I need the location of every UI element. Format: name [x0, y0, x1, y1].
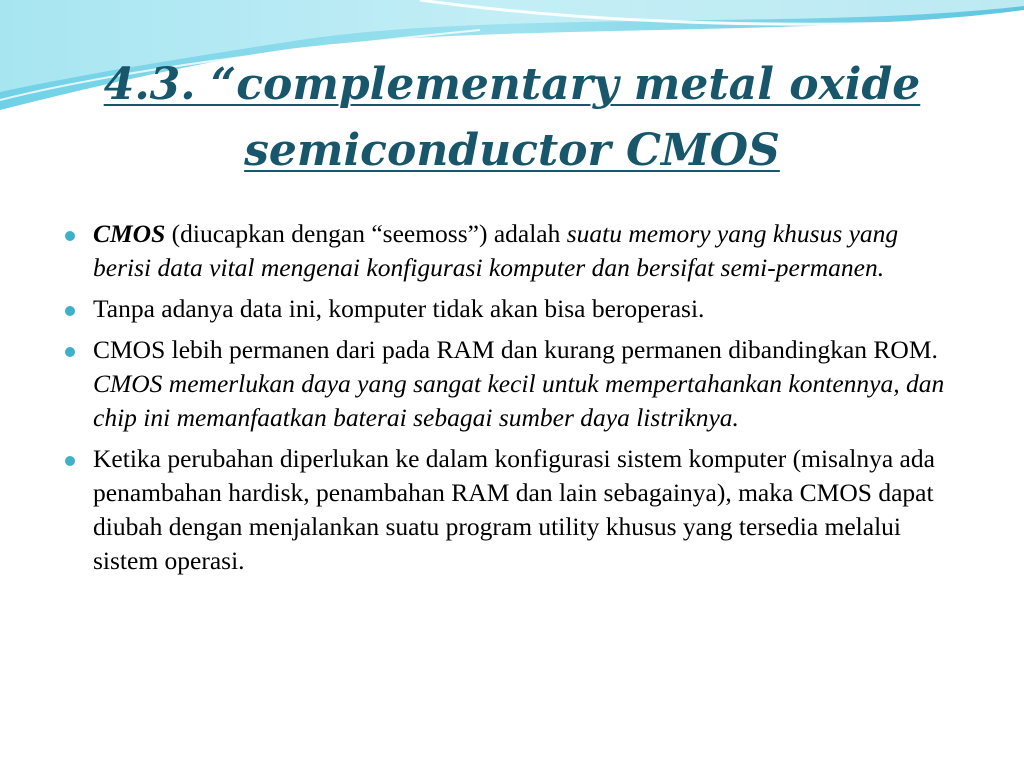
bullet-item-configuration-change — [62, 442, 962, 578]
bullet-text: (diucapkan dengan “seemoss”) adalah — [165, 219, 567, 248]
slide-title — [0, 52, 1024, 184]
bullet-italic-text: CMOS memerlukan daya yang sangat kecil untuk mempertahankan kontennya, dan chip ini memanfaatkan baterai sebagai sumber daya listriknya. — [93, 369, 945, 432]
bullet-dot-icon — [65, 231, 75, 241]
bullet-text: Tanpa adanya data ini, komputer tidak akan bisa beroperasi. — [93, 294, 705, 323]
bullet-text: Ketika perubahan diperlukan ke dalam konfigurasi sistem komputer (misalnya ada penambahan hardisk, penambahan RAM dan lain sebagainya), maka CMOS dapat diubah dengan menjalankan suatu program utility khusus yang tersedia melalui sistem operasi. — [93, 444, 935, 575]
bullet-item-cmos-permanence — [62, 333, 962, 435]
bullet-item-cmos-definition — [62, 217, 962, 285]
slide-title-line-2: semiconductor CMOS — [244, 125, 780, 176]
bullet-italic-text: suatu memory yang khusus yang berisi data vital mengenai konfigurasi komputer dan bersifat semi-permanen. — [93, 219, 899, 282]
bullet-dot-icon — [65, 306, 75, 316]
bullet-dot-icon — [65, 347, 75, 357]
bullet-term: CMOS — [93, 219, 166, 248]
bullet-list — [62, 217, 962, 585]
bullet-dot-icon — [65, 456, 75, 466]
bullet-item-without-data — [62, 292, 962, 326]
slide-title-line-1: 4.3. “complementary metal oxide — [103, 59, 921, 110]
bullet-text: CMOS lebih permanen dari pada RAM dan kurang permanen dibandingkan ROM. — [93, 335, 938, 364]
